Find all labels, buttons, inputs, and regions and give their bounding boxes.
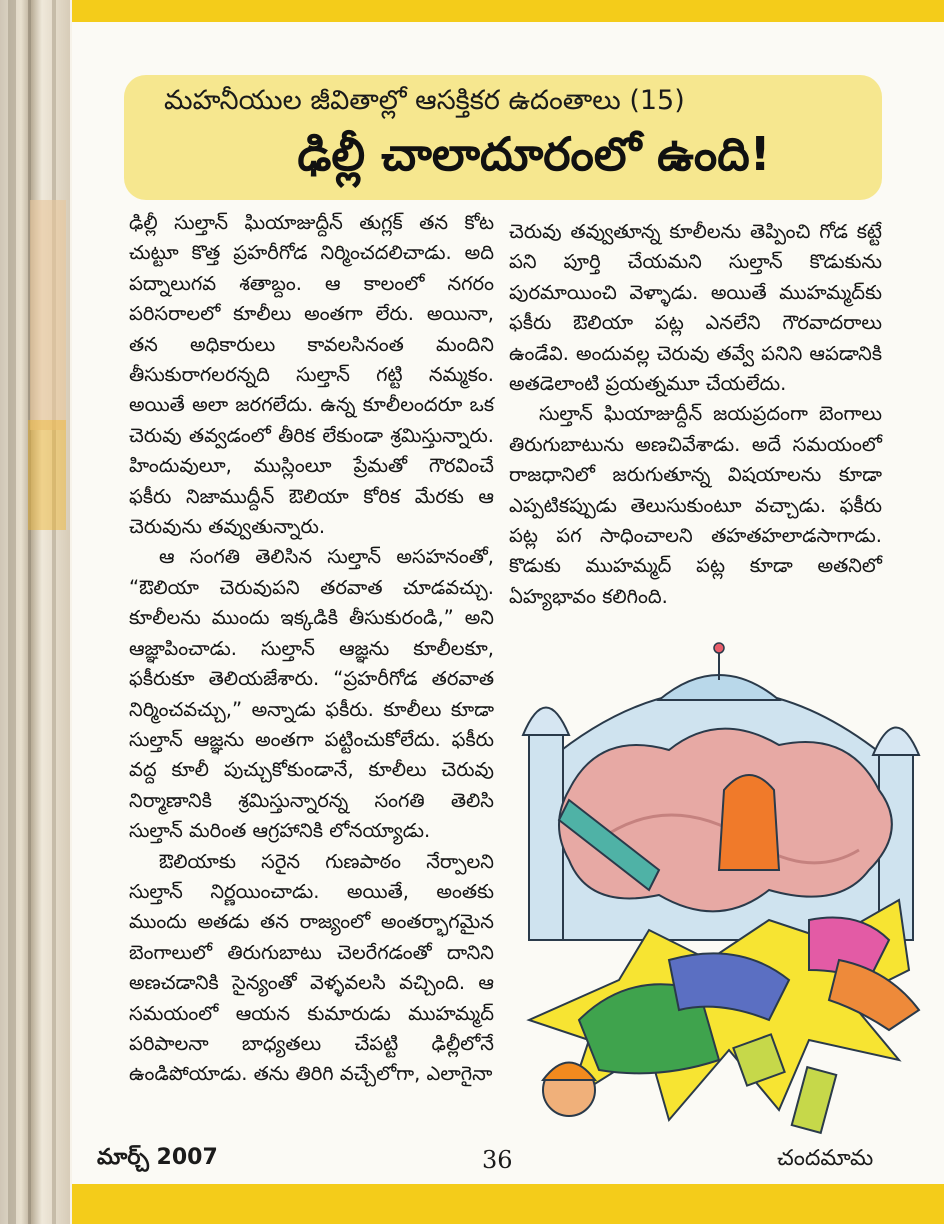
- page-number: 36: [482, 1146, 513, 1174]
- series-title: మహనీయుల జీవితాల్లో ఆసక్తికర ఉదంతాలు (15): [164, 85, 685, 116]
- page-binding-edge: [0, 0, 70, 1224]
- story-title: ఢిల్లీ చాలాదూరంలో ఉంది!: [297, 127, 771, 181]
- paragraph: ఢిల్లీ సుల్తాన్ ఘియాజుద్దీన్ తుగ్లక్ తన కోట చుట్టూ కొత్త ప్రహరీగోడ నిర్మించదలిచాడు. అది పద్నాలుగవ శతాబ్దం. ఆ కాలంలో నగరం పరిసరాలలో కూలీలు అంతగా లేరు. అయినా, తన అధికారులు కావలసినంత మందిని తీసుకురాగలరన్నది సుల్తాన్ గట్టి నమ్మకం. అయితే అలా జరగలేదు. ఉన్న కూలీలందరూ ఒక చెరువు తవ్వడంలో తీరిక లేకుండా శ్రమిస్తున్నారు. హిందువులూ, ముస్లింలూ ప్రేమతో గౌరవించే ఫకీరు నిజాముద్దీన్ ఔలియా కోరిక మేరకు ఆ చెరువును తవ్వుతున్నారు.: [129, 211, 494, 539]
- magazine-page: [72, 0, 944, 1224]
- left-text-column: [129, 208, 494, 1090]
- palace-collapse-illustration: [509, 640, 929, 1170]
- paragraph: సుల్తాన్ ఘియాజుద్దీన్ జయప్రదంగా బెంగాలు తిరుగుబాటును అణచివేశాడు. అదే సమయంలో రాజధానిలో జరుగుతూన్న విషయాలను కూడా ఎప్పటికప్పుడు తెలుసుకుంటూ వచ్చాడు. ఫకీరు పట్ల పగ సాధించాలని తహతహలాడసాగాడు. కొడుకు ముహమ్మద్ పట్ల కూడా అతనిలో ఏహ్యభావం కలిగింది.: [509, 402, 882, 608]
- title-box: [124, 75, 882, 200]
- paragraph: ఔలియాకు సరైన గుణపాఠం నేర్పాలని సుల్తాన్ నిర్ణయించాడు. అయితే, అంతకు ముందు అతడు తన రాజ్యంలో అంతర్భాగమైన బెంగాలులో తిరుగుబాటు చెలరేగడంతో దానిని అణచడానికి సైన్యంతో వెళ్ళవలసి వచ్చింది. ఆ సమయంలో ఆయన కుమారుడు ముహమ్మద్ పరిపాలనా బాధ్యతలు చేపట్టి ఢిల్లీలోనే ఉండిపోయాడు. తను తిరిగి వచ్చేలోగా, ఎలాగైనా: [129, 849, 494, 1086]
- paragraph: చెరువు తవ్వుతూన్న కూలీలను తెప్పించి గోడ కట్టే పని పూర్తి చేయమని సుల్తాన్ కొడుకును పురమాయించి వెళ్ళాడు. అయితే ముహమ్మద్‌కు ఫకీరు ఔలియా పట్ల ఎనలేని గౌరవాదరాలు ఉండేవి. అందువల్ల చెరువు తవ్వే పనిని ఆపడానికి అతడెలాంటి ప్రయత్నమూ చేయలేదు.: [509, 220, 882, 396]
- magazine-name: చందమామ: [777, 1146, 874, 1171]
- bottom-yellow-band: [72, 1184, 944, 1224]
- paragraph: ఆ సంగతి తెలిసిన సుల్తాన్ అసహనంతో, “ఔలియా చెరువుపని తరవాత చూడవచ్చు. కూలీలను ముందు ఇక్కడికి తీసుకురండి,” అని ఆజ్ఞాపించాడు. సుల్తాన్ ఆజ్ఞను కూలీలకూ, ఫకీరుకూ తెలియజేశారు. “ప్రహరీగోడ తరవాత నిర్మించవచ్చు,” అన్నాడు ఫకీరు. కూలీలు కూడా సుల్తాన్ ఆజ్ఞను అంతగా పట్టించుకోలేదు. ఫకీరు వద్ద కూలీ పుచ్చుకోకుండానే, కూలీలు చెరువు నిర్మాణానికి శ్రమిస్తున్నారన్న సంగతి తెలిసి సుల్తాన్ మరింత ఆగ్రహానికి లోనయ్యాడు.: [129, 545, 494, 843]
- top-yellow-band: [72, 0, 944, 22]
- right-text-column: [509, 217, 882, 612]
- issue-date: మార్చ్ 2007: [97, 1145, 218, 1170]
